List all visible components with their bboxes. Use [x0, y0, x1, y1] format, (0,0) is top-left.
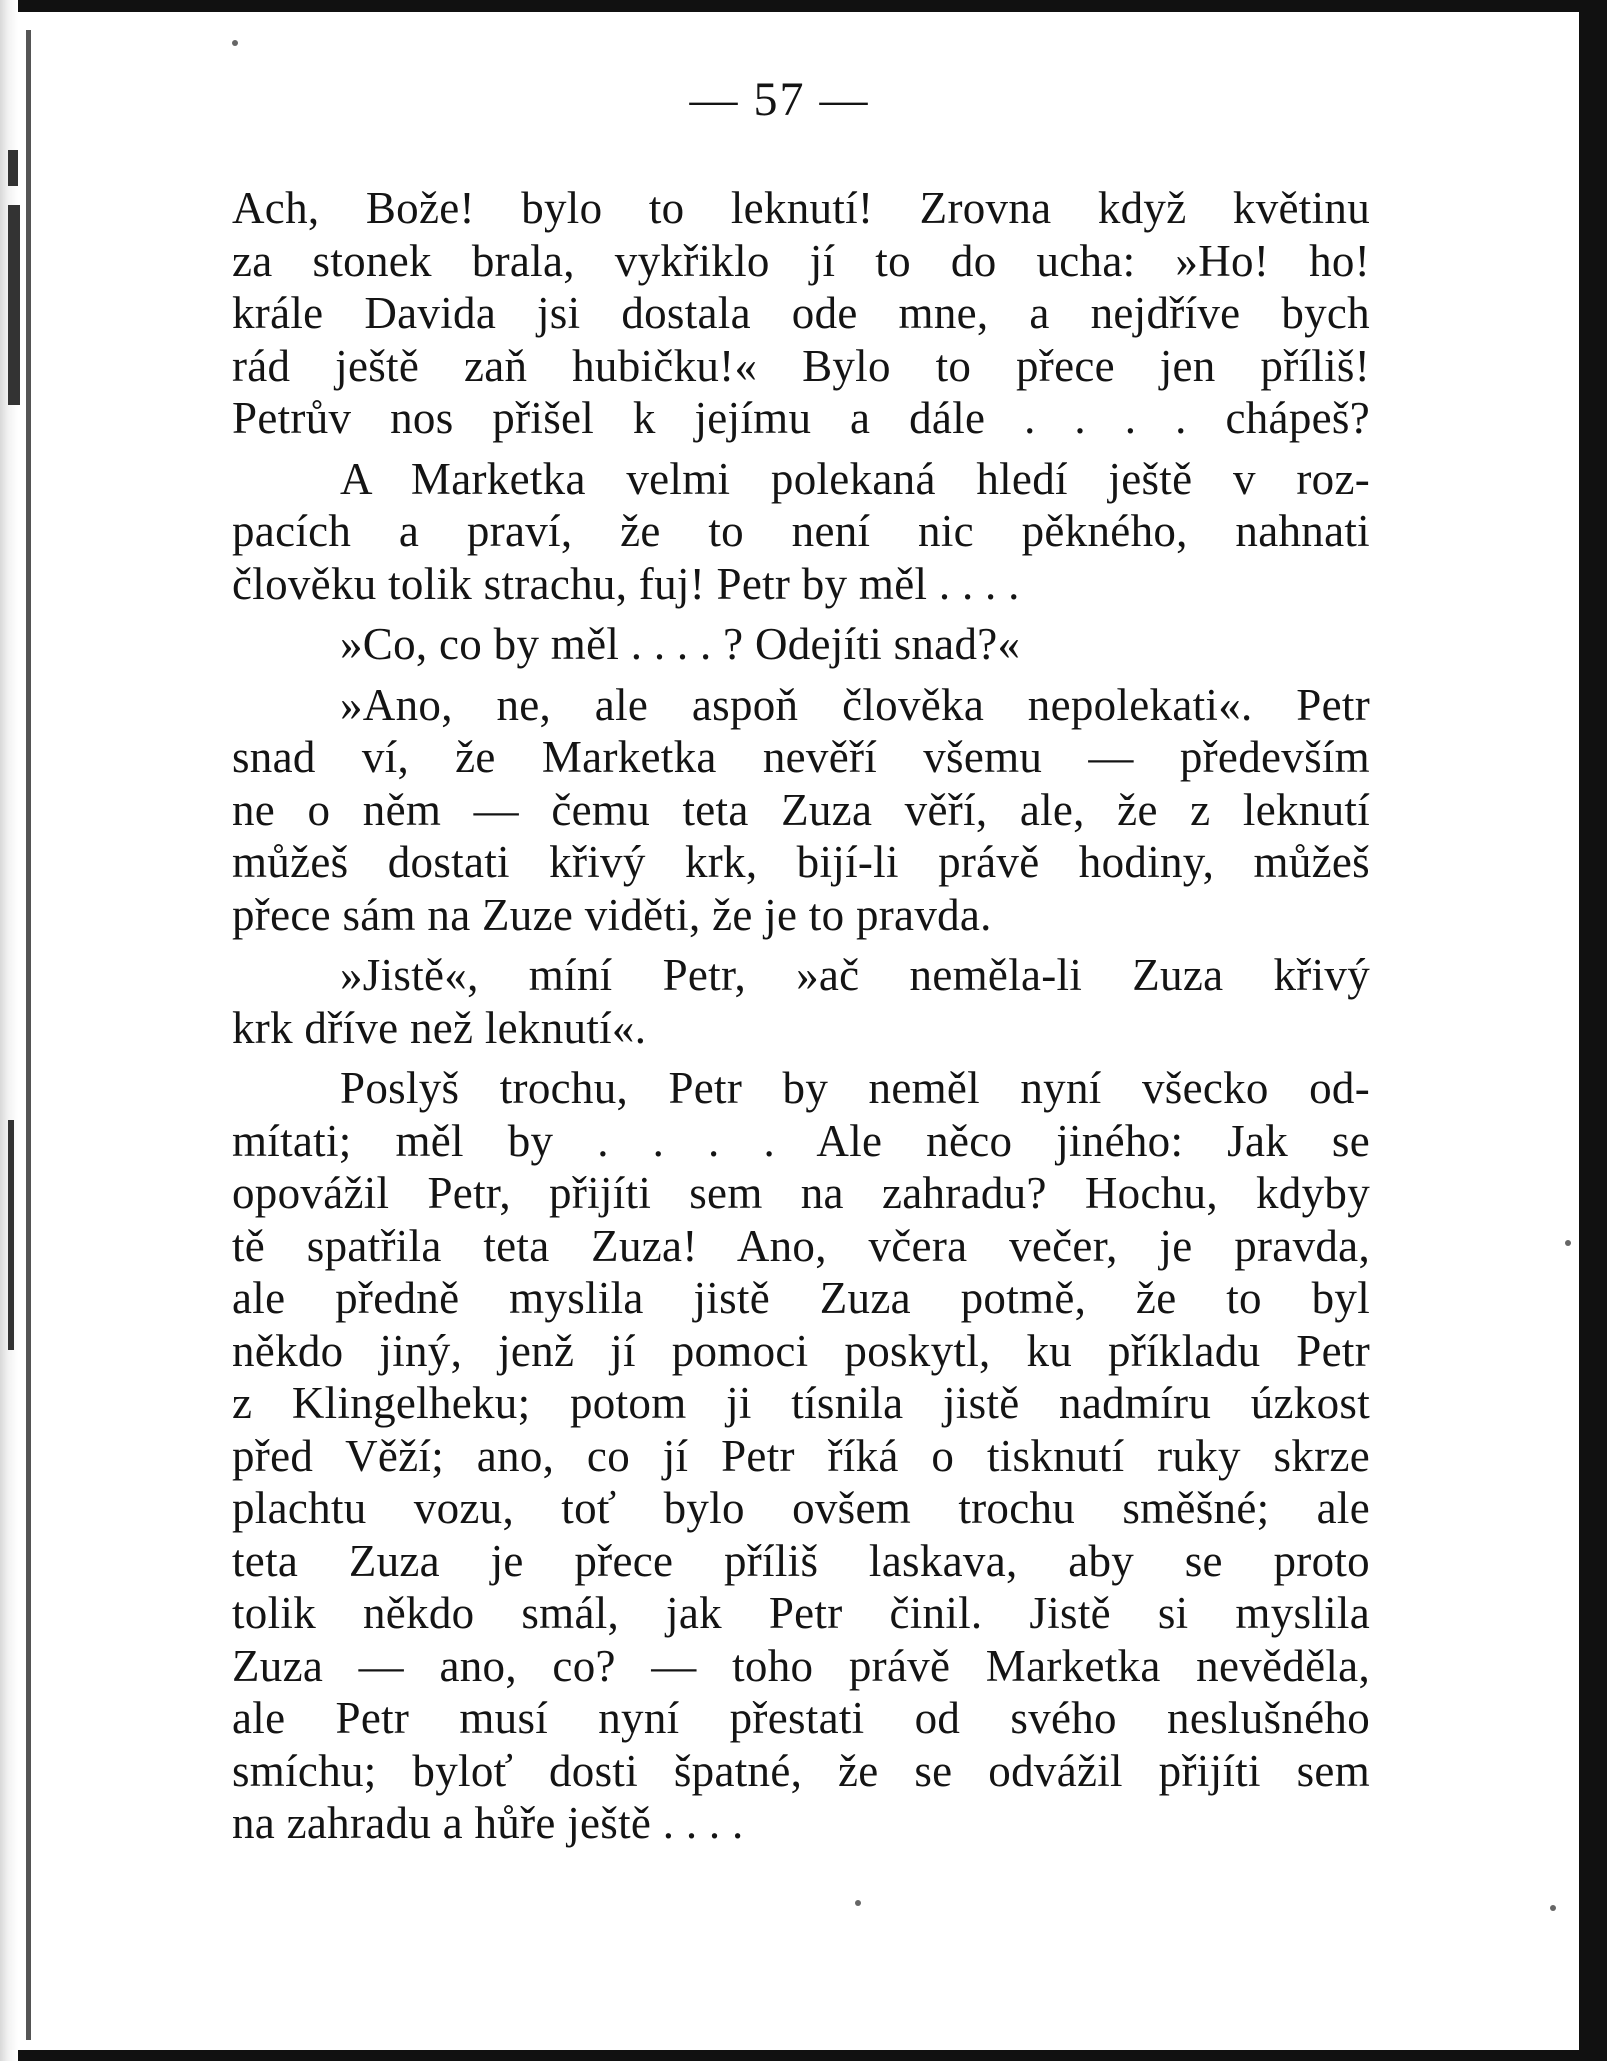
paragraph — [232, 679, 1370, 942]
text-line: krk dříve než leknutí«. — [232, 1002, 647, 1053]
text-line: »Co, co by měl . . . . ? Odejíti snad?« — [340, 619, 1021, 669]
text-line: krále Davida jsi dostala ode mne, a nejdříve bych — [232, 288, 1370, 338]
text-line: plachtu vozu, toť bylo ovšem trochu směšné; ale — [232, 1483, 1370, 1533]
text-line: za stonek brala, vykřiklo jí to do ucha: »Ho! ho! — [232, 235, 1370, 286]
scan-border-bottom — [0, 2050, 1607, 2061]
text-line: Poslyš trochu, Petr by neměl nyní všecko od- — [340, 1063, 1370, 1113]
text-line: pacích a praví, že to není nic pěkného, nahnati — [232, 506, 1370, 556]
text-line: teta Zuza je přece příliš laskava, aby se proto — [232, 1535, 1370, 1586]
text-line: rád ještě zaň hubičku!« Bylo to přece jen příliš! — [232, 340, 1370, 391]
text-line: ale Petr musí nyní přestati od svého neslušného — [232, 1693, 1370, 1743]
text-line: ale předně myslila jistě Zuza potmě, že to byl — [232, 1273, 1370, 1323]
paragraph — [232, 182, 1370, 445]
text-line: Ach, Bože! bylo to leknutí! Zrovna když květinu — [232, 183, 1370, 233]
text-line: Zuza — ano, co? — toho právě Marketka nevěděla, — [232, 1640, 1370, 1691]
text-line: smíchu; bylоť dosti špatné, že se odvážil přijíti sem — [232, 1745, 1370, 1796]
text-line: tolik někdo smál, jak Petr činil. Jistě si myslila — [232, 1588, 1370, 1638]
page-number: — 57 — — [689, 73, 870, 126]
paragraph — [232, 453, 1370, 611]
text-line: před Věží; ano, co jí Petr říká o tisknutí ruky skrze — [232, 1430, 1370, 1481]
text-line: tě spatřila teta Zuza! Ano, včera večer, je pravda, — [232, 1220, 1370, 1271]
text-line: mítati; měl by . . . . Ale něco jiného: Jak se — [232, 1115, 1370, 1166]
text-line: ne o něm — čemu teta Zuza věří, ale, že z leknutí — [232, 784, 1370, 835]
scan-speck — [855, 1900, 861, 1906]
body-text — [232, 182, 1370, 1850]
spine-mark — [8, 150, 18, 186]
paragraph — [232, 1062, 1370, 1850]
scan-border-top — [0, 0, 1607, 12]
text-line: »Ano, ne, ale aspoň člověka nepolekati«. Petr — [340, 679, 1370, 730]
text-line: přece sám na Zuze viděti, že je to pravda. — [232, 889, 992, 940]
text-line: můžeš dostati křivý krk, bijí-li právě hodiny, můžeš — [232, 837, 1370, 887]
text-line: Petrův nos přišel k jejímu a dále . . . . chápeš? — [232, 393, 1370, 443]
text-line: »Jistě«, míní Petr, »ač neměla-li Zuza křivý — [340, 950, 1370, 1000]
spine-edge-line — [26, 30, 31, 2040]
scan-speck — [1565, 1240, 1571, 1246]
scan-speck — [232, 40, 238, 46]
text-line: snad ví, že Marketka nevěří všemu — především — [232, 732, 1370, 782]
text-line: na zahradu a hůře ještě . . . . — [232, 1798, 744, 1848]
paragraph — [232, 618, 1370, 671]
paragraph — [232, 949, 1370, 1054]
scan-border-right — [1579, 0, 1607, 2061]
spine-mark — [8, 1120, 14, 1350]
text-line: A Marketka velmi polekaná hledí ještě v roz- — [340, 453, 1370, 504]
text-line: z Klingelheku; potom ji tísnila jistě nadmíru úzkost — [232, 1378, 1370, 1428]
scan-speck — [1550, 1905, 1556, 1911]
spine-mark — [8, 205, 20, 405]
text-line: opovážil Petr, přijíti sem na zahradu? Hochu, kdyby — [232, 1168, 1370, 1218]
text-line: někdo jiný, jenž jí pomoci poskytl, ku příkladu Petr — [232, 1325, 1370, 1376]
text-line: člověku tolik strachu, fuj! Petr by měl . . . . — [232, 558, 1020, 609]
